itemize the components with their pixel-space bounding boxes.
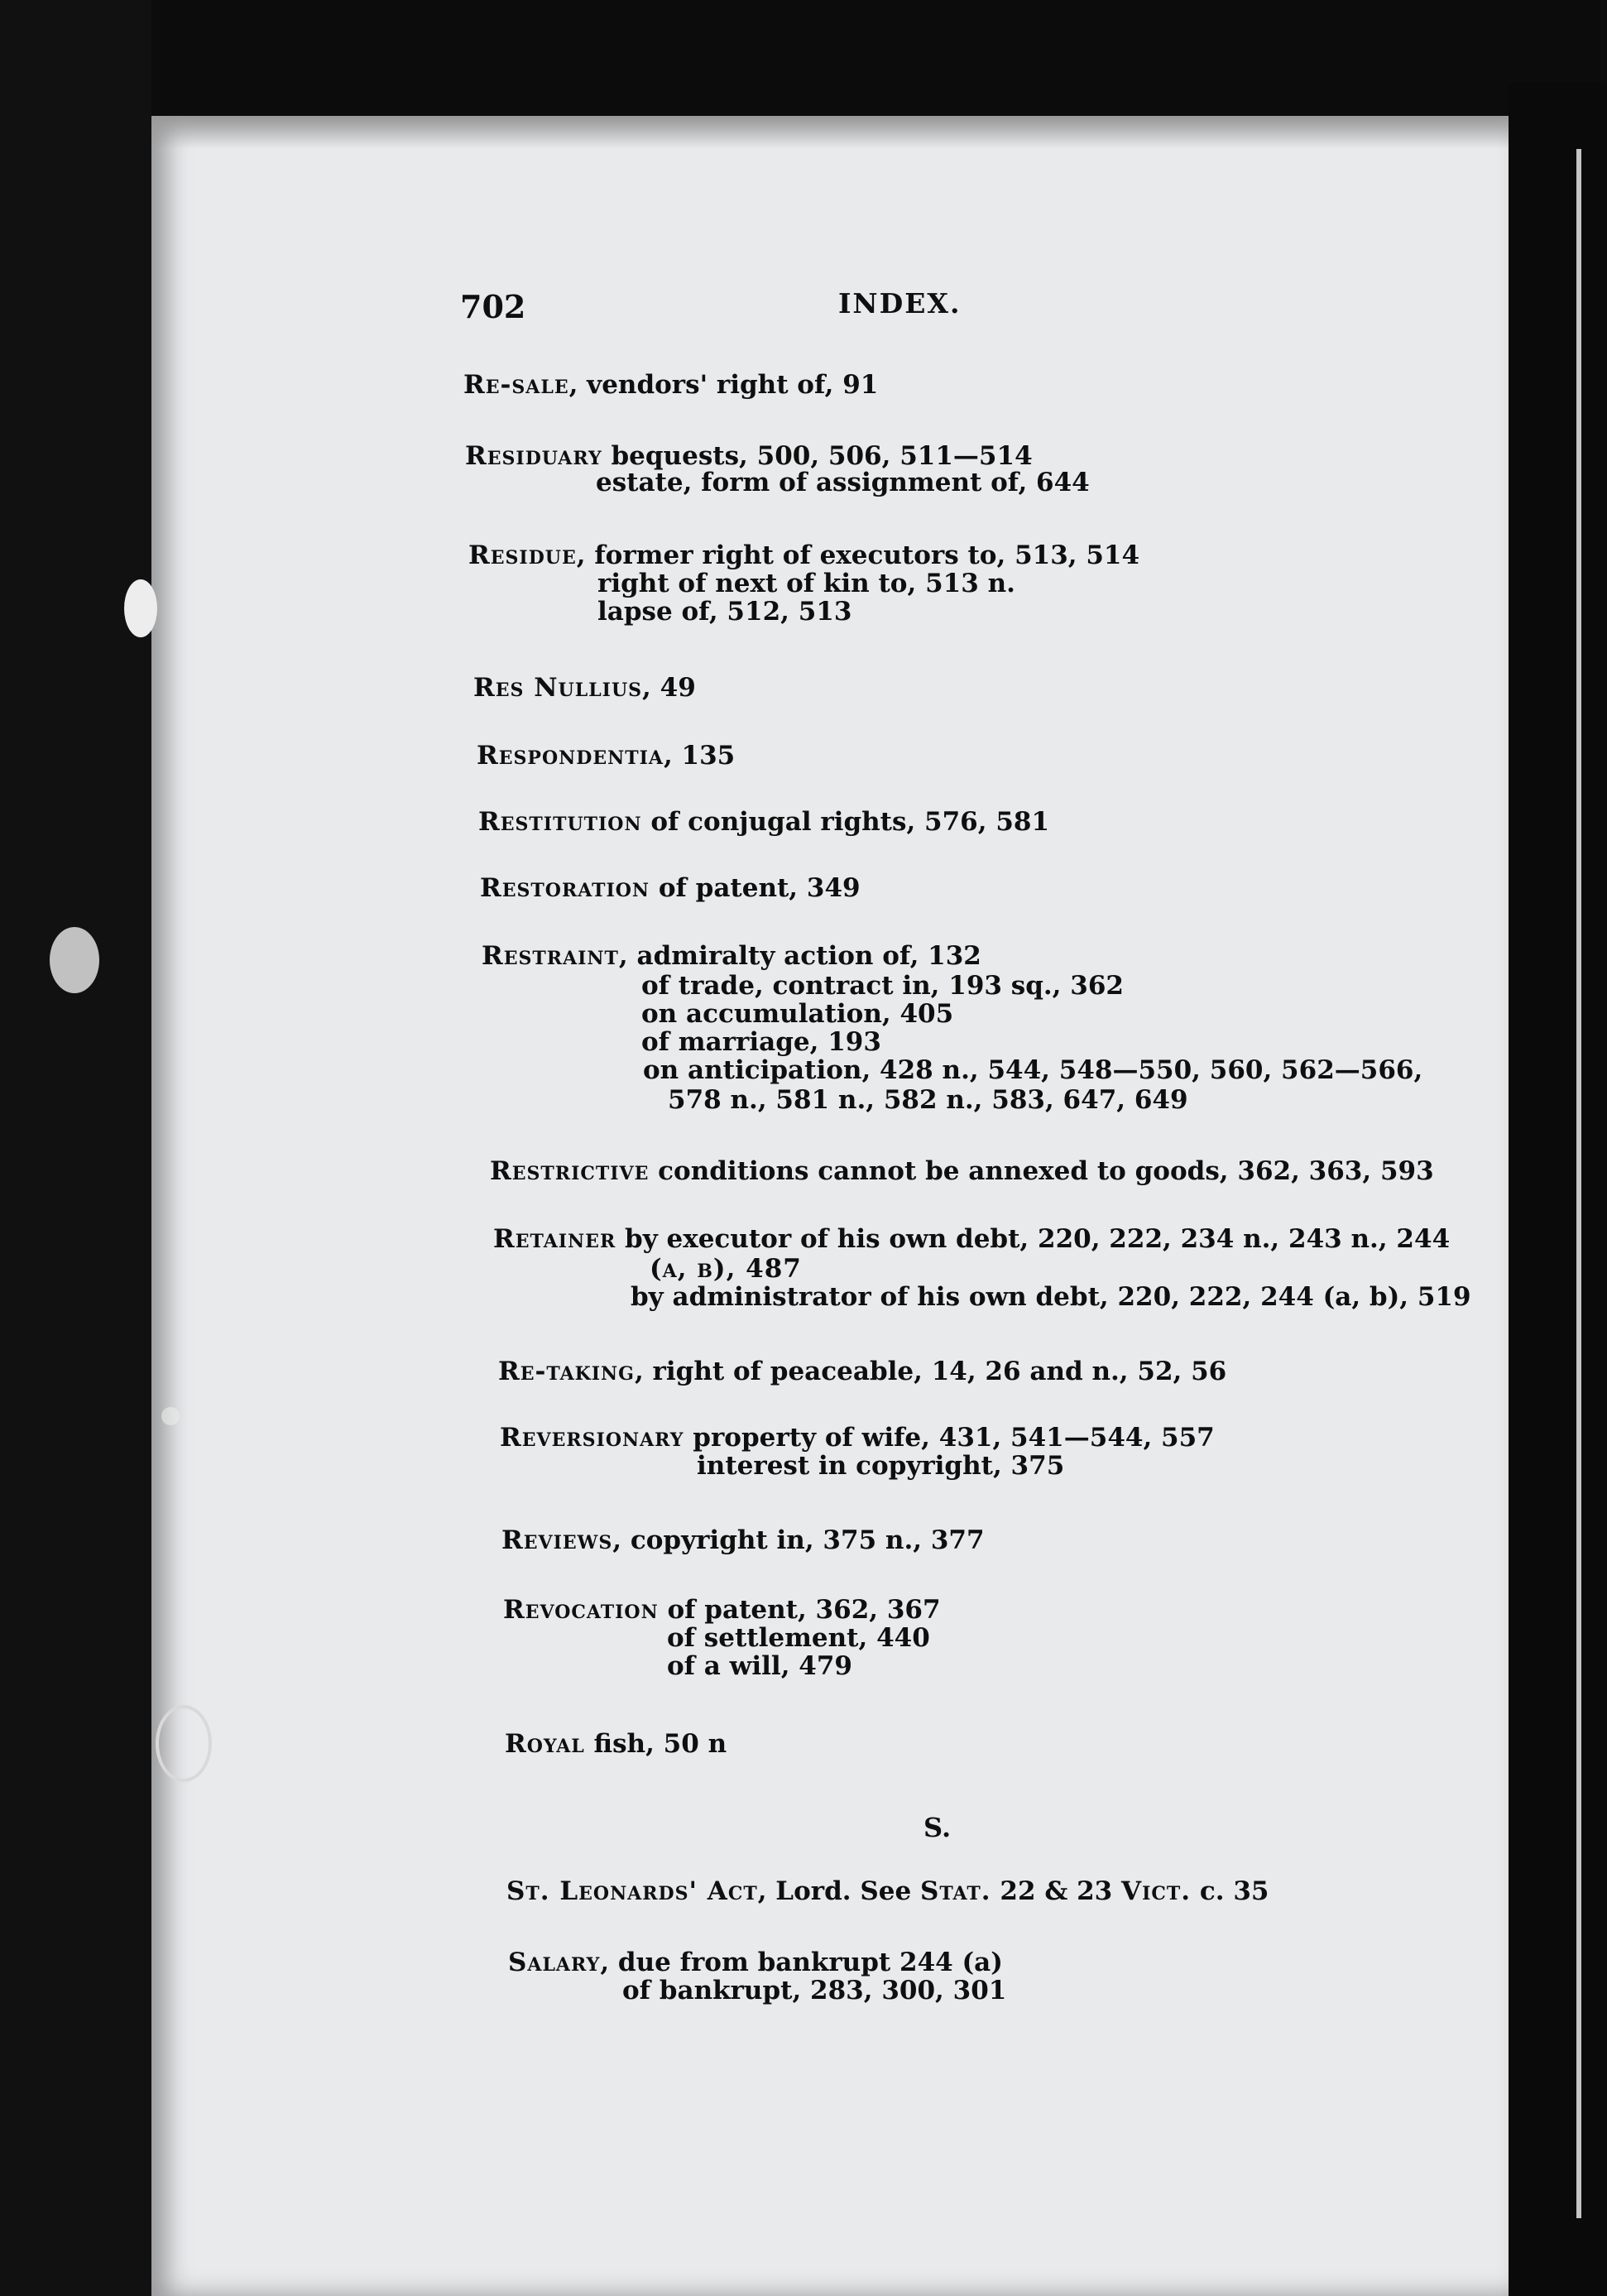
scan-right-edge	[1509, 83, 1607, 2296]
entry-head: Re-taking	[498, 1357, 635, 1386]
index-entry	[473, 675, 696, 701]
scan-left-edge	[0, 0, 151, 2296]
index-entry	[465, 441, 1033, 471]
entry-subline: (a, b), 487	[650, 1254, 802, 1284]
entry-text: 22 & 23	[991, 1876, 1122, 1906]
entry-text: , former right of executors to, 513, 514	[576, 540, 1140, 570]
entry-head: Reversionary	[500, 1423, 684, 1453]
entry-text: Stat.	[920, 1876, 991, 1906]
index-entry	[482, 941, 981, 971]
section-letter: S.	[923, 1812, 952, 1843]
entry-head: Reviews	[501, 1525, 613, 1555]
index-entry	[500, 1425, 1215, 1451]
index-entry	[468, 540, 1140, 570]
entry-head: Restoration	[480, 873, 650, 903]
scan-blemish	[124, 579, 157, 637]
entry-head: Re-sale	[463, 370, 569, 400]
entry-head: Retainer	[493, 1224, 616, 1254]
entry-head: Residue	[468, 540, 577, 570]
entry-text: , Lord. See	[757, 1876, 920, 1906]
entry-text: , admiralty action of, 132	[618, 941, 981, 971]
entry-subline: 578 n., 581 n., 582 n., 583, 647, 649	[668, 1085, 1188, 1115]
entry-subline: by administrator of his own debt, 220, 222, 244 (a, b), 519	[631, 1282, 1471, 1312]
page-edge-line	[1576, 149, 1581, 2218]
entry-subline: interest in copyright, 375	[697, 1451, 1065, 1481]
index-entry	[478, 809, 1049, 835]
entry-text: , right of peaceable, 14, 26 and n., 52, 56	[634, 1357, 1227, 1386]
entry-head: Royal	[505, 1729, 585, 1759]
entry-text: , vendors' right of, 91	[568, 370, 879, 400]
index-entry	[480, 873, 861, 903]
entry-text: , 135	[663, 741, 736, 771]
index-entry	[506, 1876, 1269, 1906]
entry-text: c. 35	[1191, 1876, 1269, 1906]
entry-head: Res Nullius	[473, 673, 643, 703]
entry-text: of patent, 349	[650, 873, 861, 903]
entry-text: fish, 50 n	[584, 1729, 727, 1759]
entry-subline: of marriage, 193	[641, 1027, 881, 1057]
entry-subline: lapse of, 512, 513	[597, 597, 852, 627]
entry-head: Respondentia	[477, 741, 664, 771]
scan-blemish	[50, 927, 99, 993]
entry-subline: on anticipation, 428 n., 544, 548—550, 560, 562—566,	[643, 1055, 1423, 1085]
entry-subline: right of next of kin to, 513 n.	[597, 569, 1015, 598]
entry-head: Salary	[508, 1948, 601, 1977]
entry-head: Revocation	[503, 1595, 659, 1625]
entry-text: by executor of his own debt, 220, 222, 234 n., 243 n., 244	[616, 1224, 1451, 1254]
entry-subline: on accumulation, 405	[641, 999, 954, 1029]
index-entry	[498, 1359, 1226, 1385]
page-top-shadow	[151, 116, 1509, 149]
entry-head: Restitution	[478, 807, 642, 837]
index-entry	[503, 1597, 941, 1623]
entry-text: property of wife, 431, 541—544, 557	[684, 1423, 1215, 1453]
entry-subline: of settlement, 440	[667, 1623, 930, 1653]
entry-subline: of bankrupt, 283, 300, 301	[622, 1976, 1007, 2005]
entry-head: Restraint	[482, 941, 619, 971]
scan-blemish-ring	[156, 1705, 212, 1782]
index-entry	[477, 743, 735, 769]
index-entry	[490, 1156, 1434, 1186]
entry-text: of patent, 362, 367	[658, 1595, 941, 1625]
entry-subline: of trade, contract in, 193 sq., 362	[641, 971, 1124, 1001]
index-entry	[493, 1224, 1451, 1254]
entry-text: , copyright in, 375 n., 377	[612, 1525, 985, 1555]
entry-text: , 49	[642, 673, 696, 703]
entry-head: Restrictive	[490, 1156, 650, 1186]
page-title: INDEX.	[838, 287, 962, 319]
page-number: 702	[460, 288, 526, 325]
index-entry	[501, 1525, 985, 1555]
entry-text: conditions cannot be annexed to goods, 362, 363, 593	[649, 1156, 1434, 1186]
index-entry	[508, 1950, 1003, 1976]
entry-text: of conjugal rights, 576, 581	[641, 807, 1050, 837]
entry-subline: of a will, 479	[667, 1651, 852, 1681]
entry-text: bequests, 500, 506, 511—514	[602, 441, 1033, 471]
index-entry	[463, 372, 878, 398]
entry-text: , due from bankrupt 244 (a)	[600, 1948, 1003, 1977]
entry-head: St. Leonards' Act	[506, 1876, 758, 1906]
index-entry	[505, 1729, 727, 1759]
entry-head: Residuary	[465, 441, 602, 471]
scan-blemish	[161, 1407, 180, 1425]
entry-text: Vict.	[1121, 1876, 1192, 1906]
entry-subline: estate, form of assignment of, 644	[596, 468, 1090, 497]
